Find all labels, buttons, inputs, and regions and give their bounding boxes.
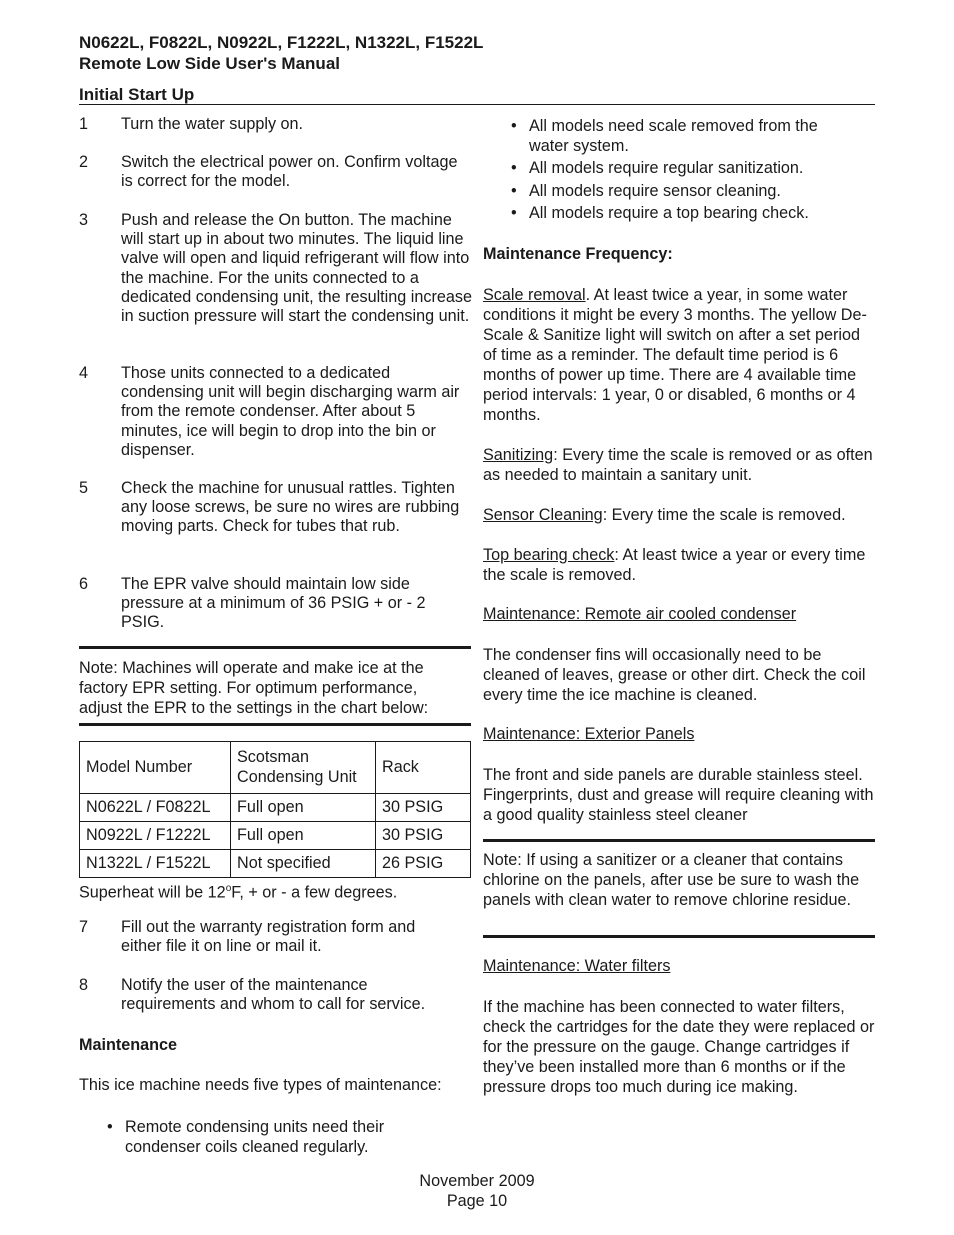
top-bearing-label: Top bearing check (483, 546, 615, 564)
step-number: 2 (79, 153, 89, 171)
degree-mark: o (225, 883, 232, 894)
step-5 (79, 479, 471, 537)
manual-title: Remote Low Side User's Manual (79, 54, 340, 73)
step-number: 1 (79, 115, 89, 133)
condenser-heading: Maintenance: Remote air cooled condenser (483, 605, 797, 623)
step-text: The EPR valve should maintain low side pressure at a minimum of 36 PSIG + or - 2 PSIG. (121, 575, 426, 632)
bullet-text: All models require sensor cleaning. (529, 182, 781, 200)
condenser-text: The condenser fins will occasionally need to be cleaned of leaves, grease or other dirt. Check the coil every time the ice machine is cleaned. (483, 646, 866, 704)
step-text: Turn the water supply on. (121, 115, 304, 133)
table-cell: Full open (231, 794, 376, 822)
step-8 (79, 976, 471, 1014)
header-rule (79, 104, 875, 105)
top-bearing-para (483, 545, 875, 585)
superheat-text-end: F, + or - a few degrees. (231, 883, 398, 902)
bullet-item (107, 1117, 427, 1157)
footer-page-number: Page 10 (446, 1192, 508, 1210)
sanitizing-text: : Every time the scale is removed or as often as needed to maintain a sanitary unit. (483, 446, 873, 484)
bullet-glyph: • (511, 117, 517, 135)
panels-heading: Maintenance: Exterior Panels (483, 725, 695, 743)
bullet-item (511, 116, 851, 158)
table-cell: Full open (231, 822, 376, 850)
table-header-cell: Scotsman Condensing Unit (231, 742, 376, 794)
table-cell: 30 PSIG (376, 822, 471, 850)
table-header-row (80, 742, 471, 794)
step-number: 8 (79, 976, 89, 994)
superheat-text: Superheat will be 12 (79, 883, 226, 902)
sanitizing-para (483, 445, 875, 485)
bullet-text: All models require a top bearing check. (529, 204, 809, 222)
step-text: Notify the user of the maintenance requirements and whom to call for service. (121, 976, 426, 1014)
maintenance-intro: This ice machine needs five types of maintenance: (79, 1076, 442, 1094)
frequency-heading: Maintenance Frequency: (483, 245, 673, 263)
bullet-text: Remote condensing units need their condenser coils cleaned regularly. (125, 1118, 385, 1156)
step-text: Push and release the On button. The machine will start up in about two minutes. The liquid line valve will open and liquid refrigerant will flow into the machine. For the units connected to a dedicated condensing unit, the resulting increase in suction pressure will start the condensing unit. (121, 211, 472, 326)
step-number: 4 (79, 364, 89, 382)
table-cell: 26 PSIG (376, 850, 471, 878)
step-7 (79, 918, 471, 956)
sensor-cleaning-label: Sensor Cleaning (483, 506, 603, 524)
scale-removal-label: Scale removal (483, 286, 586, 304)
step-6 (79, 575, 471, 633)
table-cell: 30 PSIG (376, 794, 471, 822)
table-row (80, 794, 471, 822)
step-number: 7 (79, 918, 89, 936)
filters-text: If the machine has been connected to water filters, check the cartridges for the date they were replaced or for the pressure on the gauge. Change cartridges if they’ve been installed more than 6 months or if the pressure drops too much during ice making. (483, 998, 875, 1096)
bullet-item (511, 203, 851, 225)
footer-date: November 2009 (419, 1172, 535, 1190)
step-text: Fill out the warranty registration form and either file it on line or mail it. (121, 918, 416, 956)
sensor-cleaning-text: : Every time the scale is removed. (602, 506, 846, 524)
scale-removal-para (483, 285, 875, 425)
panels-text: The front and side panels are durable stainless steel. Fingerprints, dust and grease will require cleaning with a good quality stainless steel cleaner (483, 766, 874, 824)
bullet-item (511, 158, 851, 181)
bullet-text: All models need scale removed from the water system. (529, 117, 818, 155)
right-bullets (511, 116, 851, 225)
bullet-item (511, 181, 851, 203)
sensor-cleaning-para (483, 505, 875, 525)
bullet-glyph: • (511, 204, 517, 222)
sanitizing-label: Sanitizing (483, 446, 554, 464)
step-number: 6 (79, 575, 89, 593)
chlorine-note: Note: If using a sanitizer or a cleaner that contains chlorine on the panels, after use be sure to wash the panels with clean water to remove chlorine residue. (483, 851, 860, 909)
note-rule-bottom (79, 723, 471, 726)
step-text: Check the machine for unusual rattles. Tighten any loose screws, be sure no wires are rubbing moving parts. Check for tubes that rub. (121, 479, 460, 536)
superheat-note (79, 879, 471, 903)
model-list-title: N0622L, F0822L, N0922L, F1222L, N1322L, F1522L (79, 33, 484, 52)
table-cell: N1322L / F1522L (80, 850, 231, 878)
bullet-text: All models require regular sanitization. (529, 159, 804, 177)
bullet-glyph: • (511, 159, 517, 177)
note2-rule-top (483, 839, 875, 842)
filters-heading: Maintenance: Water filters (483, 957, 671, 975)
table-cell: N0922L / F1222L (80, 822, 231, 850)
section-title: Initial Start Up (79, 85, 195, 104)
maintenance-heading: Maintenance (79, 1036, 178, 1054)
step-4 (79, 364, 471, 460)
bullet-glyph: • (107, 1118, 113, 1136)
bullet-glyph: • (511, 182, 517, 200)
step-3 (79, 211, 471, 326)
table-cell: Not specified (231, 850, 376, 878)
epr-settings-table (79, 741, 471, 878)
step-2 (79, 153, 471, 191)
step-text: Those units connected to a dedicated condensing unit will begin discharging warm air from the remote condenser. After about 5 minutes, ice will begin to drop into the bin or dispenser. (121, 364, 460, 459)
note-rule-top (79, 646, 471, 649)
step-number: 5 (79, 479, 89, 497)
step-1 (79, 115, 471, 134)
top-bearing-text: : At least twice a year or every time the scale is removed. (483, 546, 866, 584)
table-cell: N0622L / F0822L (80, 794, 231, 822)
table-header-cell: Rack (376, 742, 471, 794)
step-number: 3 (79, 211, 89, 229)
table-header-cell: Model Number (80, 742, 231, 794)
note2-rule-bottom (483, 935, 875, 938)
table-row (80, 850, 471, 878)
scale-removal-text: . At least twice a year, in some water conditions it might be every 3 months. The yellow De-Scale & Sanitize light will switch on after a set period of time as a reminder. The default time period is 6 months of power up time. There are 4 available time period intervals: 1 year, 0 or disabled, 6 months or 4 months. (483, 286, 867, 424)
epr-note: Note: Machines will operate and make ice at the factory EPR setting. For optimum performance, adjust the EPR to the settings in the chart below: (79, 659, 429, 717)
table-row (80, 822, 471, 850)
step-text: Switch the electrical power on. Confirm voltage is correct for the model. (121, 153, 458, 191)
